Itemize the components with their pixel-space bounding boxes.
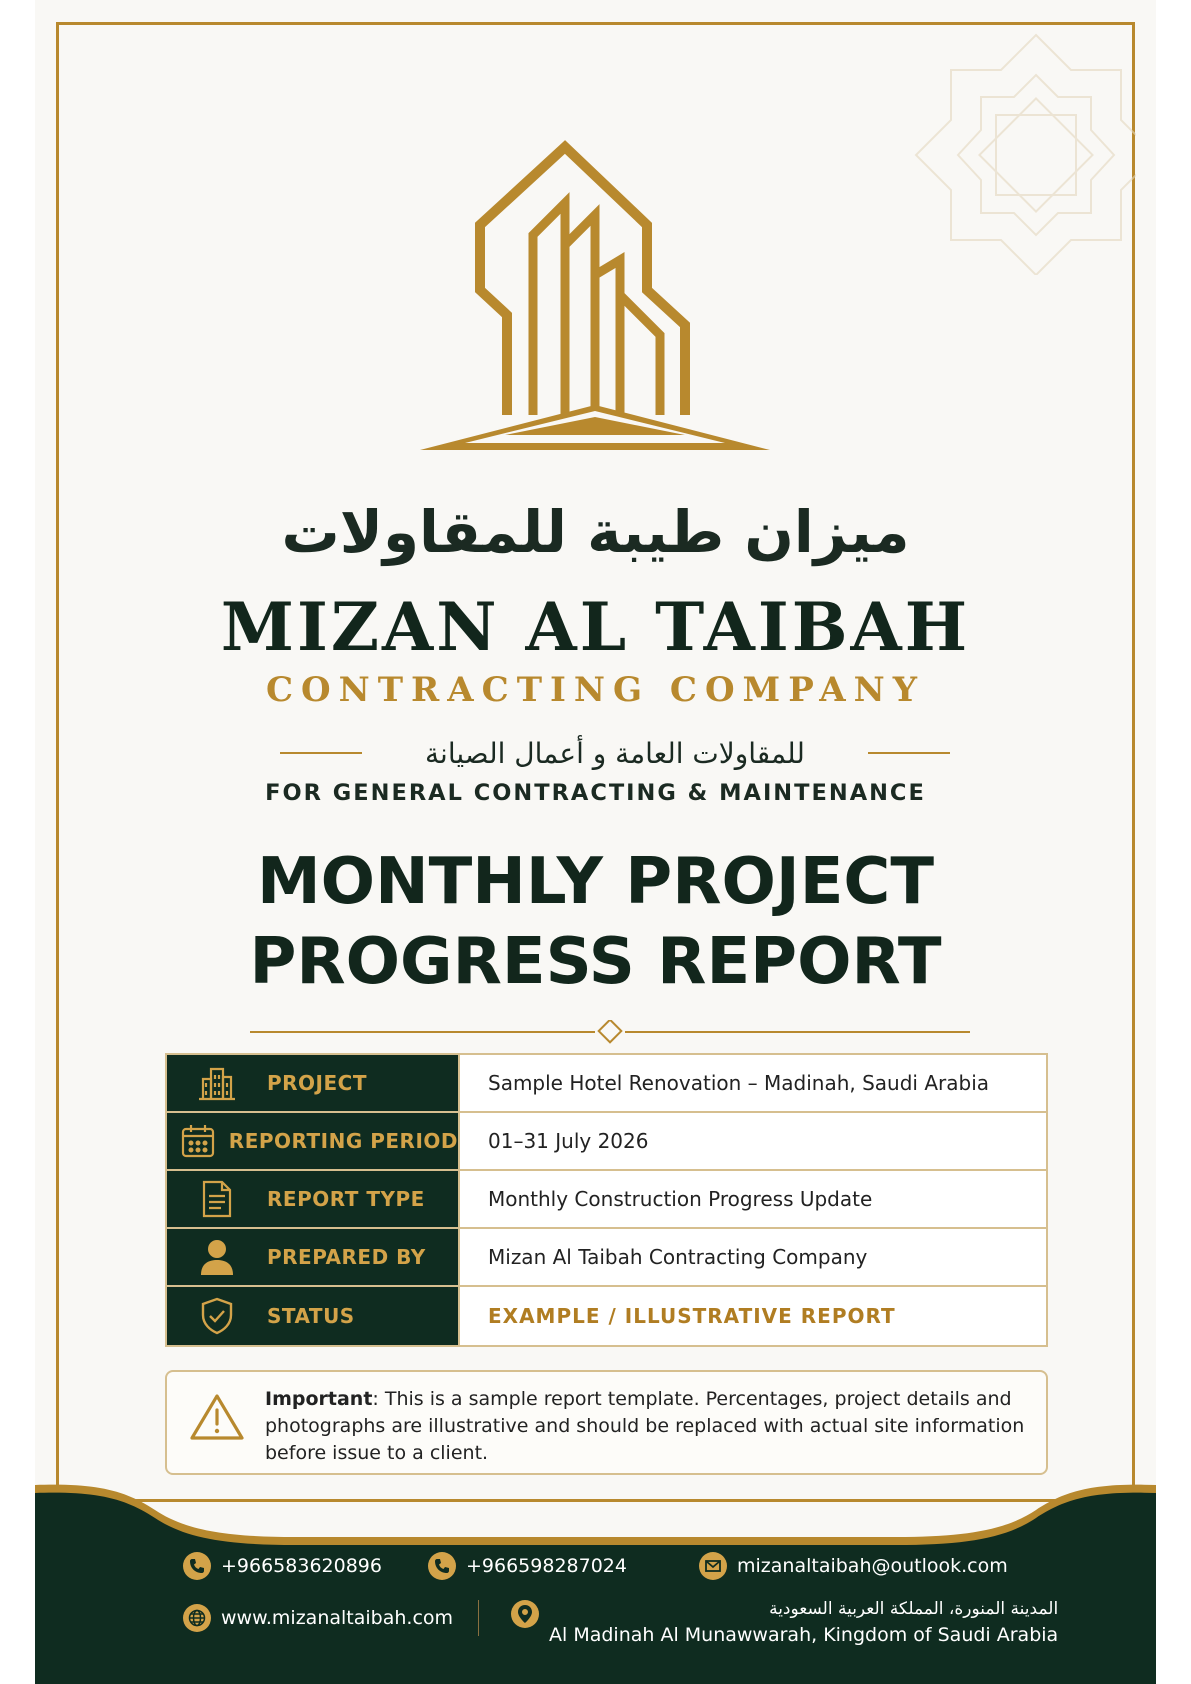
info-row-report-type — [167, 1171, 1046, 1229]
report-cover — [35, 0, 1156, 1684]
info-label-cell — [167, 1055, 460, 1111]
person-icon — [167, 1238, 267, 1276]
address-text — [549, 1596, 1058, 1648]
info-label-project: PROJECT — [267, 1071, 367, 1095]
important-notice — [165, 1370, 1048, 1475]
email-text: mizanaltaibah@outlook.com — [737, 1555, 1008, 1577]
info-label-cell — [167, 1229, 460, 1285]
project-info-table — [165, 1053, 1048, 1347]
building-icon — [167, 1065, 267, 1101]
info-row-prepared-by — [167, 1229, 1046, 1287]
english-tagline: FOR GENERAL CONTRACTING & MAINTENANCE — [265, 780, 926, 806]
contact-footer — [35, 1540, 1156, 1684]
info-label-status: STATUS — [267, 1304, 355, 1328]
info-row-status — [167, 1287, 1046, 1345]
location-pin-icon — [511, 1600, 539, 1628]
tagline-rule-right — [868, 752, 950, 754]
footer-address — [511, 1596, 1058, 1648]
report-title-line-1: MONTHLY PROJECT — [256, 845, 935, 919]
company-sub-name: CONTRACTING COMPANY — [265, 670, 926, 710]
company-logo — [35, 85, 1156, 490]
website-text: www.mizanaltaibah.com — [221, 1607, 454, 1629]
address-english: Al Madinah Al Munawwarah, Kingdom of Saudi Arabia — [549, 1624, 1059, 1646]
info-value-report-type: Monthly Construction Progress Update — [460, 1171, 1046, 1227]
notice-text — [265, 1386, 1025, 1467]
report-title — [35, 842, 1156, 1002]
tagline-rule-left — [280, 752, 362, 754]
footer-website[interactable] — [183, 1604, 453, 1632]
notice-lead: Important — [265, 1388, 373, 1410]
info-value-project: Sample Hotel Renovation – Madinah, Saudi Arabia — [460, 1055, 1046, 1111]
email-icon — [699, 1552, 727, 1580]
info-row-project — [167, 1055, 1046, 1113]
phone-icon — [183, 1552, 211, 1580]
info-label-cell — [167, 1287, 460, 1345]
phone-2-text: +966598287024 — [466, 1555, 627, 1577]
address-arabic: المدينة المنورة، المملكة العربية السعودية — [769, 1599, 1059, 1619]
footer-phone-1[interactable] — [183, 1552, 382, 1580]
company-arabic-name: ميزان طيبة للمقاولات — [281, 498, 910, 566]
company-latin-name: MIZAN AL TAIBAH — [220, 588, 971, 666]
info-label-prepared-by: PREPARED BY — [267, 1245, 426, 1269]
info-row-reporting-period — [167, 1113, 1046, 1171]
warning-icon — [189, 1392, 245, 1446]
footer-email[interactable] — [699, 1552, 1008, 1580]
info-value-prepared-by: Mizan Al Taibah Contracting Company — [460, 1229, 1046, 1285]
info-value-status: EXAMPLE / ILLUSTRATIVE REPORT — [460, 1287, 1046, 1345]
phone-icon — [428, 1552, 456, 1580]
info-label-cell — [167, 1113, 460, 1169]
calendar-icon — [167, 1123, 229, 1159]
shield-check-icon — [167, 1297, 267, 1335]
arabic-tagline-row — [280, 733, 950, 773]
info-label-cell — [167, 1171, 460, 1227]
footer-phone-2[interactable] — [428, 1552, 627, 1580]
notice-body: : This is a sample report template. Percentages, project details and photographs are illustrative and should be replaced with actual site information before issue to a client. — [265, 1388, 1025, 1464]
info-label-report-type: REPORT TYPE — [267, 1187, 425, 1211]
info-value-reporting-period: 01–31 July 2026 — [460, 1113, 1046, 1169]
document-icon — [167, 1180, 267, 1218]
diamond-divider — [250, 1020, 970, 1044]
footer-separator — [478, 1600, 479, 1636]
arabic-tagline: للمقاولات العامة و أعمال الصيانة — [425, 736, 805, 770]
info-label-reporting-period: REPORTING PERIOD — [228, 1129, 458, 1153]
report-title-line-2: PROGRESS REPORT — [249, 925, 942, 999]
phone-1-text: +966583620896 — [221, 1555, 382, 1577]
globe-icon — [183, 1604, 211, 1632]
